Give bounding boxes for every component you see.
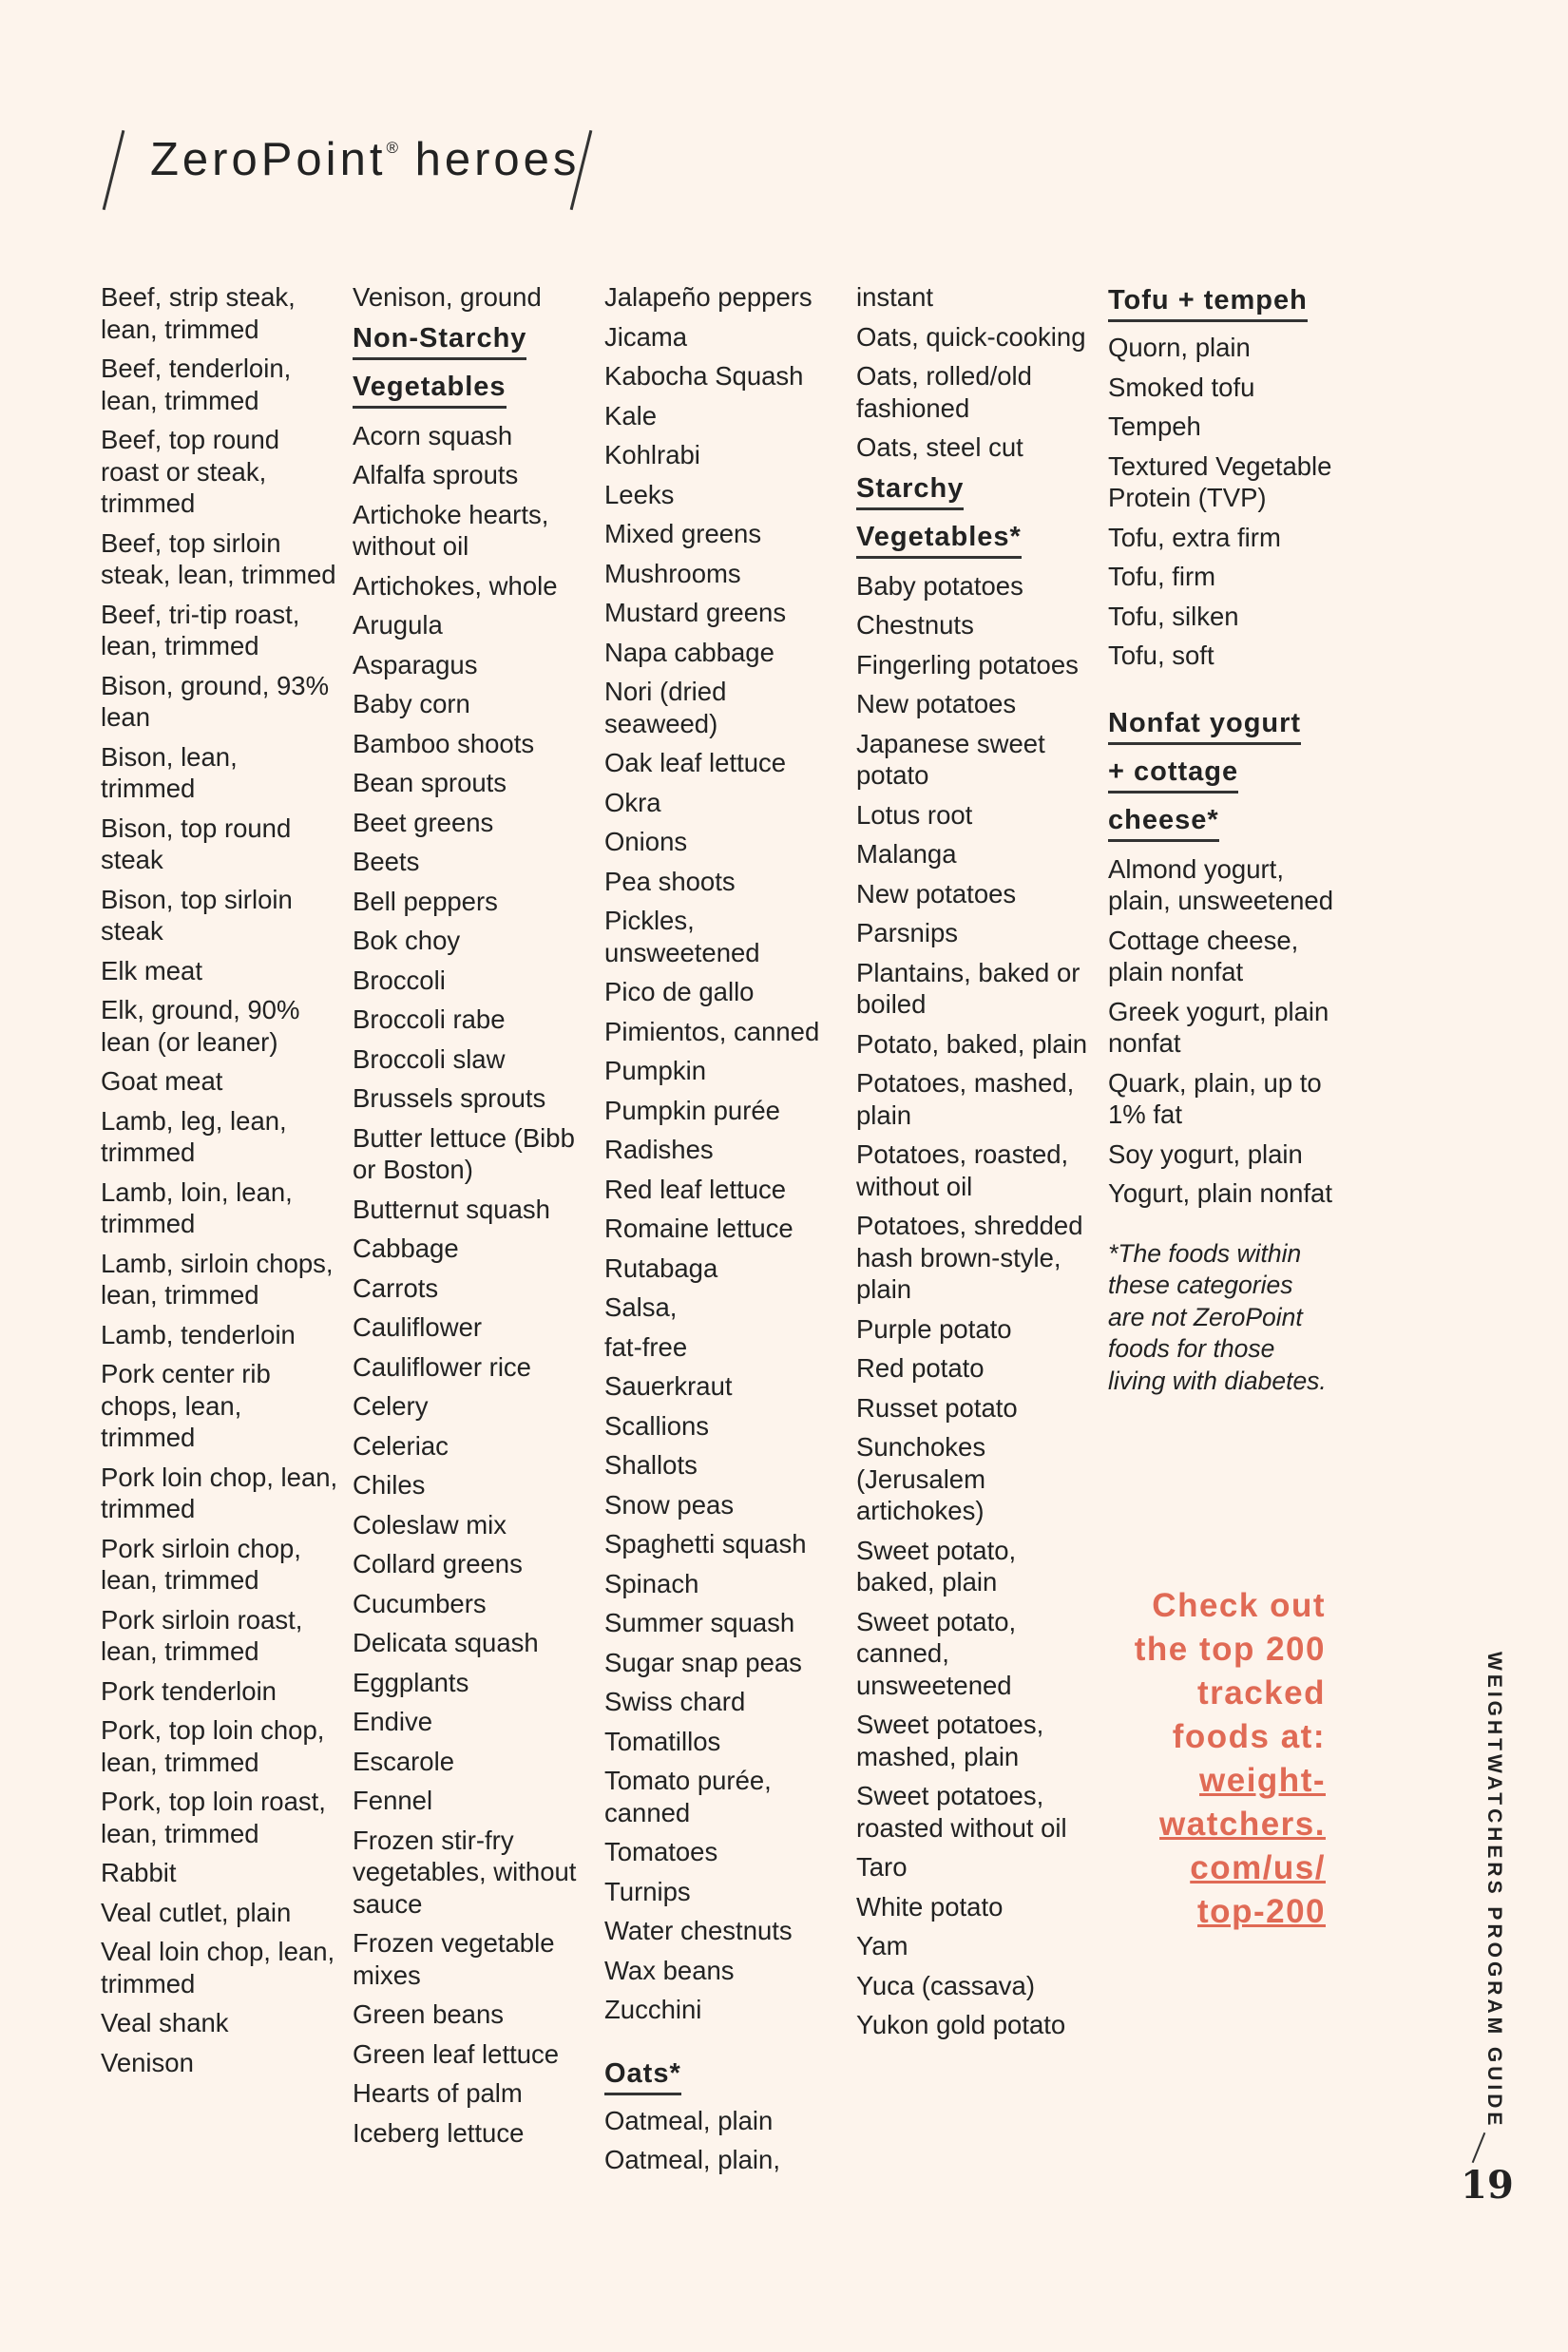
list-item: fat-free — [604, 1331, 688, 1362]
list-item: Radishes — [604, 1135, 714, 1164]
list-item: Arugula — [353, 610, 443, 640]
list-item: Tomatillos — [604, 1726, 721, 1756]
list-item: Sugar snap peas — [604, 1647, 802, 1677]
list-item: Jalapeño peppers — [604, 282, 813, 312]
column-starchy — [856, 281, 1094, 2049]
list-item: Lamb, tenderloin — [101, 1319, 296, 1349]
list-item: Parsnips — [856, 918, 958, 947]
sidebar-slash — [1472, 2132, 1486, 2163]
list-item: Sweet potatoes, roasted without oil — [856, 1781, 1067, 1843]
list-item: Yukon gold potato — [856, 2010, 1066, 2039]
list-item: Pea shoots — [604, 866, 736, 896]
list-item: Celery — [353, 1391, 429, 1421]
list-item: Broccoli — [353, 965, 446, 995]
list-item: Wax beans — [604, 1955, 735, 1985]
list-item: Smoked tofu — [1108, 372, 1255, 402]
list-item: instant — [856, 282, 934, 312]
list-item: Spaghetti squash — [604, 1529, 807, 1558]
guide-running-title: WEIGHTWATCHERS PROGRAM GUIDE — [1483, 1652, 1505, 2130]
list-item: Oats, rolled/old fashioned — [856, 361, 1032, 423]
list-item: Lotus root — [856, 799, 973, 830]
list-item: Red leaf lettuce — [604, 1174, 787, 1204]
list-item: Beet greens — [353, 807, 494, 837]
list-item: Quark, plain, up to 1% fat — [1108, 1067, 1322, 1129]
list-item: Collard greens — [353, 1549, 523, 1578]
list-item: Lamb, sirloin chops, lean, trimmed — [101, 1248, 334, 1310]
list-item: Tomato purée, canned — [604, 1766, 772, 1827]
list-item: Turnips — [604, 1876, 691, 1906]
top-200-callout — [1108, 1584, 1326, 1934]
list-item: Bison, lean, trimmed — [101, 741, 238, 803]
list-item: Iceberg lettuce — [353, 2117, 525, 2148]
list-item: Green leaf lettuce — [353, 2038, 560, 2069]
diabetes-footnote: *The foods within these categories are not ZeroPoint foods for those living with diabetes. — [1108, 1238, 1327, 1395]
list-item: Red potato — [856, 1353, 985, 1383]
link-line[interactable]: top-200 — [1197, 1893, 1326, 1930]
list-item: Tofu, firm — [1108, 562, 1216, 591]
list-item: Beef, top round roast or steak, trimmed — [101, 425, 280, 518]
list-item: Soy yogurt, plain — [1108, 1138, 1303, 1169]
list-item: Textured Vegetable Protein (TVP) — [1108, 450, 1332, 512]
page-title: ZeroPoint® heroes — [150, 134, 581, 185]
column-tofu-yogurt — [1108, 281, 1346, 1397]
list-item: Pumpkin purée — [604, 1095, 780, 1125]
list-item: Malanga — [856, 839, 957, 869]
list-item: Onions — [604, 827, 688, 856]
list-item: Goat meat — [101, 1066, 223, 1096]
list-item: Artichoke hearts, without oil — [353, 499, 549, 561]
list-item: Bison, ground, 93% lean — [101, 670, 330, 732]
list-item: Pork, top loin roast, lean, trimmed — [101, 1787, 326, 1848]
list-item: Potatoes, mashed, plain — [856, 1068, 1075, 1130]
list-item: Japanese sweet potato — [856, 728, 1045, 790]
list-item: Oatmeal, plain, — [604, 2145, 780, 2174]
list-item: Pimientos, canned — [604, 1016, 820, 1046]
list-item: Bok choy — [353, 926, 461, 955]
list-item: Sauerkraut — [604, 1371, 733, 1401]
top-200-link[interactable] — [1108, 1759, 1326, 1934]
list-item: Okra — [604, 787, 661, 817]
list-item: Delicata squash — [353, 1628, 539, 1657]
list-item: Scallions — [604, 1410, 710, 1441]
heading-non-starchy-line1: Non-Starchy — [353, 319, 526, 360]
list-item: Kale — [604, 400, 658, 430]
list-item: Pork sirloin roast, lean, trimmed — [101, 1604, 303, 1666]
list-item: Bamboo shoots — [353, 728, 535, 758]
list-item: Oak leaf lettuce — [604, 748, 787, 777]
list-item: Cabbage — [353, 1233, 459, 1263]
list-item: Pork tenderloin — [101, 1675, 277, 1706]
list-item: Brussels sprouts — [353, 1083, 546, 1113]
list-item: Mixed greens — [604, 519, 762, 548]
list-item: Cauliflower — [353, 1312, 483, 1342]
title-slash-left — [103, 130, 125, 210]
list-item: Potato, baked, plain — [856, 1028, 1088, 1059]
list-item: Tofu, silken — [1108, 601, 1239, 631]
list-item: Alfalfa sprouts — [353, 460, 519, 489]
list-item: Veal cutlet, plain — [101, 1897, 292, 1927]
list-item: Leeks — [604, 479, 675, 509]
list-item: Venison, ground — [353, 282, 542, 312]
list-item: Swiss chard — [604, 1687, 746, 1716]
list-item: Napa cabbage — [604, 637, 774, 667]
list-item: Baby corn — [353, 689, 470, 718]
list-item: Veal shank — [101, 2008, 229, 2037]
link-line[interactable]: watchers. — [1159, 1806, 1326, 1843]
list-item: White potato — [856, 1891, 1004, 1922]
list-item: Pork loin chop, lean, trimmed — [101, 1462, 338, 1523]
list-item: Lamb, loin, lean, trimmed — [101, 1176, 293, 1238]
list-item: Pork, top loin chop, lean, trimmed — [101, 1715, 325, 1777]
list-item: Frozen vegetable mixes — [353, 1928, 555, 1990]
list-item: Yam — [856, 1931, 908, 1960]
list-item: Broccoli slaw — [353, 1043, 506, 1074]
heading-oats: Oats* — [604, 2055, 681, 2095]
list-item: Cottage cheese, plain nonfat — [1108, 925, 1299, 986]
list-item: Spinach — [604, 1568, 699, 1598]
callout-line: foods at: — [1172, 1718, 1326, 1755]
registered-mark: ® — [386, 139, 398, 157]
list-item: Kabocha Squash — [604, 361, 804, 391]
list-item: Plantains, baked or boiled — [856, 957, 1080, 1019]
list-item: Cauliflower rice — [353, 1351, 531, 1382]
list-item: Summer squash — [604, 1608, 795, 1637]
list-item: Russet potato — [856, 1392, 1018, 1423]
list-item: Taro — [856, 1852, 908, 1882]
list-item: Sunchokes (Jerusalem artichokes) — [856, 1432, 986, 1525]
list-item: Potatoes, shredded hash brown-style, plain — [856, 1211, 1083, 1304]
list-item: Bean sprouts — [353, 768, 507, 797]
list-item: Escarole — [353, 1746, 454, 1776]
list-item: Baby potatoes — [856, 570, 1023, 601]
list-item: Yogurt, plain nonfat — [1108, 1178, 1332, 1208]
heading-starchy-line2: Vegetables* — [856, 518, 1022, 559]
list-item: Frozen stir-fry vegetables, without sauce — [353, 1825, 577, 1919]
list-item: Almond yogurt, plain, unsweetened — [1108, 853, 1333, 915]
list-item: Yuca (cassava) — [856, 1970, 1036, 2000]
list-item: Cucumbers — [353, 1588, 487, 1618]
list-item: Pico de gallo — [604, 977, 755, 1006]
list-item: Butter lettuce (Bibb or Boston) — [353, 1122, 575, 1184]
list-item: Potatoes, roasted, without oil — [856, 1139, 1069, 1201]
list-item: Salsa, — [604, 1292, 678, 1322]
list-item: Mushrooms — [604, 558, 741, 588]
column-non-starchy — [353, 281, 590, 2156]
list-item: Beef, top sirloin steak, lean, trimmed — [101, 527, 336, 589]
list-item: Chiles — [353, 1470, 426, 1500]
list-item: Broccoli rabe — [353, 1004, 506, 1034]
list-item: Oats, quick-cooking — [856, 321, 1086, 352]
list-item: Rabbit — [101, 1858, 177, 1887]
list-item: Sweet potato, baked, plain — [856, 1535, 1017, 1597]
page-number: 19 — [1461, 2163, 1514, 2208]
list-item: Celeriac — [353, 1430, 449, 1461]
list-item: Tofu, soft — [1108, 641, 1214, 670]
list-item: Tempeh — [1108, 411, 1201, 441]
list-item: Jicama — [604, 321, 688, 352]
list-item: New potatoes — [856, 689, 1017, 718]
list-item: Oats, steel cut — [856, 432, 1023, 462]
list-item: Veal loin chop, lean, trimmed — [101, 1937, 335, 1998]
list-item: Acorn squash — [353, 420, 513, 450]
list-item: Pork sirloin chop, lean, trimmed — [101, 1533, 301, 1595]
list-item: Romaine lettuce — [604, 1214, 794, 1243]
list-item: Eggplants — [353, 1667, 469, 1697]
list-item: Tofu, extra firm — [1108, 522, 1281, 552]
link-line[interactable]: com/us/ — [1190, 1849, 1326, 1886]
list-item: Beets — [353, 847, 420, 876]
list-item: Beef, tri-tip roast, lean, trimmed — [101, 599, 300, 660]
list-item: Elk meat — [101, 955, 202, 985]
list-item: Tomatoes — [604, 1837, 718, 1866]
list-item: Chestnuts — [856, 610, 974, 640]
list-item: Bison, top sirloin steak — [101, 884, 293, 946]
list-item: Bison, top round steak — [101, 813, 292, 874]
list-item: Kohlrabi — [604, 440, 700, 469]
list-item: Shallots — [604, 1450, 698, 1480]
list-item: Pork center rib chops, lean, trimmed — [101, 1359, 271, 1452]
list-item: Water chestnuts — [604, 1916, 793, 1945]
column-proteins — [101, 281, 338, 2086]
list-item: Butternut squash — [353, 1194, 550, 1224]
heading-tofu-tempeh: Tofu + tempeh — [1108, 281, 1308, 322]
list-item: Green beans — [353, 1999, 504, 2029]
list-item: Elk, ground, 90% lean (or leaner) — [101, 995, 300, 1057]
callout-line: tracked — [1196, 1674, 1326, 1711]
list-item: Asparagus — [353, 649, 478, 679]
list-item: Beef, tenderloin, lean, trimmed — [101, 354, 292, 415]
heading-non-starchy-line2: Vegetables — [353, 368, 507, 409]
heading-yogurt-line3: cheese* — [1108, 801, 1219, 842]
list-item: Lamb, leg, lean, trimmed — [101, 1105, 287, 1167]
list-item: Nori (dried seaweed) — [604, 677, 727, 738]
page-title-block — [95, 124, 627, 219]
list-item: Artichokes, whole — [353, 570, 558, 601]
list-item: Endive — [353, 1707, 433, 1736]
heading-starchy-line1: Starchy — [856, 469, 964, 510]
list-item: New potatoes — [856, 878, 1017, 908]
list-item: Rutabaga — [604, 1252, 718, 1283]
heading-yogurt-line2: + cottage — [1108, 753, 1238, 794]
list-item: Carrots — [353, 1272, 439, 1303]
list-item: Oatmeal, plain — [604, 2105, 774, 2135]
list-item: Venison — [101, 2047, 194, 2077]
list-item: Fingerling potatoes — [856, 649, 1079, 679]
list-item: Pumpkin — [604, 1056, 706, 1085]
list-item: Hearts of palm — [353, 2078, 523, 2108]
list-item: Pickles, unsweetened — [604, 906, 760, 967]
list-item: Greek yogurt, plain nonfat — [1108, 996, 1329, 1058]
list-item: Sweet potato, canned, unsweetened — [856, 1606, 1017, 1700]
list-item: Zucchini — [604, 1995, 702, 2024]
list-item: Quorn, plain — [1108, 333, 1251, 362]
callout-line: Check out — [1152, 1587, 1326, 1624]
list-item: Purple potato — [856, 1313, 1012, 1344]
column-vegetables-cont — [604, 281, 842, 2184]
list-item: Mustard greens — [604, 598, 787, 627]
list-item: Bell peppers — [353, 886, 498, 916]
list-item: Sweet potatoes, mashed, plain — [856, 1710, 1044, 1771]
heading-yogurt-line1: Nonfat yogurt — [1108, 704, 1301, 745]
link-line[interactable]: weight- — [1199, 1762, 1326, 1799]
list-item: Beef, strip steak, lean, trimmed — [101, 282, 296, 344]
list-item: Snow peas — [604, 1489, 735, 1520]
callout-line: the top 200 — [1134, 1631, 1326, 1668]
list-item: Coleslaw mix — [353, 1509, 507, 1539]
list-item: Fennel — [353, 1786, 433, 1815]
